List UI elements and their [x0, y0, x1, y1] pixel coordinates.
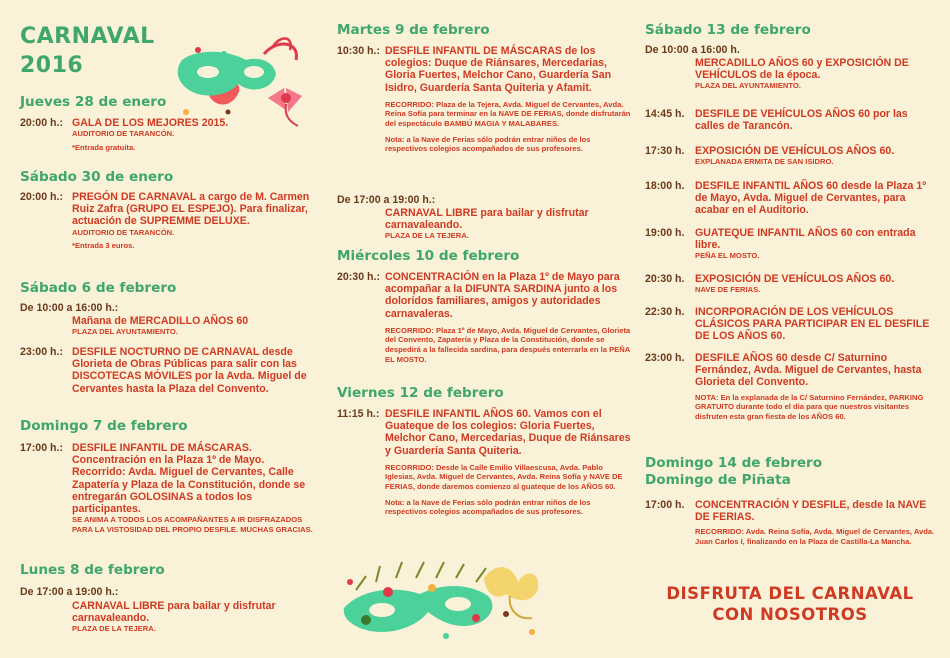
event-location: AUDITORIO DE TARANCÓN.	[72, 227, 175, 237]
event-description: EXPOSICIÓN DE VEHÍCULOS AÑOS 60.	[695, 273, 895, 285]
event-location: PLAZA DE LA TEJERA.	[385, 231, 469, 241]
event-time: 17:00 h.	[645, 499, 685, 511]
event-description: DESFILE NOCTURNO DE CARNAVAL desde Glorieta de Obras Públicas para salir con las DISCOTECAS MÓVILES por la Avda. Miguel de Cervantes hasta la Plaza del Convento.	[72, 346, 307, 395]
event-time: De 10:00 a 16:00 h.	[645, 44, 740, 56]
day-heading: Domingo 14 de febrero	[645, 455, 823, 471]
day-heading: Domingo 7 de febrero	[20, 418, 188, 434]
event-route: RECORRIDO: Plaza 1º de Mayo, Avda. Miguel de Cervantes, Glorieta del Convento, Zapatería y Plaza de la Constitución, donde se despedirá a la fallecida sardina, para después enterrarla en la PEÑA EL MOSTO.	[385, 325, 631, 364]
event-time: 22:30 h.	[645, 306, 685, 318]
event-time: 19:00 h.	[645, 227, 685, 239]
closing-slogan	[648, 583, 932, 625]
day-heading: Miércoles 10 de febrero	[337, 248, 520, 264]
event-route: RECORRIDO: Avda. Reina Sofía, Avda. Miguel de Cervantes, Avda. Juan Carlos I, finalizando en la Plaza de Castilla-La Mancha.	[695, 527, 935, 546]
event-description: DESFILE INFANTIL AÑOS 60 desde la Plaza 1º de Mayo, Avda. Miguel de Cervantes, para acabar en el Auditorio.	[695, 180, 927, 217]
day-heading: Martes 9 de febrero	[337, 22, 490, 38]
event-location: PLAZA DEL AYUNTAMIENTO.	[72, 327, 178, 337]
event-description: INCORPORACIÓN DE LOS VEHÍCULOS CLÁSICOS PARA PARTICIPAR EN EL DESFILE DE LOS AÑOS 60.	[695, 306, 930, 343]
day-heading: Lunes 8 de febrero	[20, 562, 165, 578]
event-time: 23:00 h.	[645, 352, 685, 364]
event-description: CONCENTRACIÓN Y DESFILE, desde la NAVE DE FERIAS.	[695, 499, 927, 524]
event-note: *Entrada 3 euros.	[72, 241, 135, 251]
event-description: DESFILE DE VEHÍCULOS AÑOS 60 por las calles de Tarancón.	[695, 108, 908, 133]
event-description: EXPOSICIÓN DE VEHÍCULOS AÑOS 60.	[695, 145, 895, 157]
event-description: GUATEQUE INFANTIL AÑOS 60 con entrada libre.	[695, 227, 916, 252]
event-location: AUDITORIO DE TARANCÓN.	[72, 129, 175, 139]
event-description: DESFILE INFANTIL DE MÁSCARAS de los colegios: Duque de Riánsares, Mercedarias, Gloria Fuertes, Melchor Cano, Guardería San Isidro, Guardería Santa Quiteria y Afamit.	[385, 45, 612, 94]
title-line-2: 2016	[20, 53, 84, 78]
event-location: PLAZA DE LA TEJERA.	[72, 624, 156, 634]
event-time: 23:00 h.:	[20, 346, 63, 358]
event-description: GALA DE LOS MEJORES 2015.	[72, 117, 229, 129]
day-heading: Sábado 30 de enero	[20, 169, 174, 185]
event-description: DESFILE INFANTIL AÑOS 60. Vamos con el Guateque de los colegios: Gloria Fuertes, Melchor Cano, Mercedarias, Duque de Riánsares y Guardería Santa Quiteria.	[385, 408, 631, 457]
event-note: Nota: a la Nave de Ferias sólo podrán entrar niños de los respectivos colegios acompañados de sus profesores.	[385, 134, 591, 154]
title-line-1: CARNAVAL	[20, 24, 155, 49]
event-route: RECORRIDO: Desde la Calle Emilio Villaescusa, Avda. Pablo Iglesias, Avda. Miguel de Cervantes, Avda. Reina Sofía y NAVE DE FERIAS, donde daremos comienzo al guateque de los AÑOS 60.	[385, 462, 623, 491]
event-time: 10:30 h.:	[337, 45, 380, 57]
slogan-line-2: CON NOSOTROS	[712, 605, 868, 624]
day-heading: Jueves 28 de enero	[20, 94, 167, 110]
event-note: SE ANIMA A TODOS LOS ACOMPAÑANTES A IR DISFRAZADOS PARA LA VISTOSIDAD DEL PROPIO DESFILE. MUCHAS GRACIAS.	[72, 515, 313, 534]
event-time: 20:30 h.:	[337, 271, 380, 283]
event-note: NOTA: En la explanada de la C/ Saturnino Fernández, PARKING GRATUITO durante todo el día para que nuestros visitantes disfruten esta gran fiesta de los AÑOS 60.	[695, 392, 924, 421]
day-heading: Sábado 13 de febrero	[645, 22, 811, 38]
event-location: EXPLANADA ERMITA DE SAN ISIDRO.	[695, 157, 834, 167]
event-description: CARNAVAL LIBRE para bailar y disfrutar carnavaleando.	[385, 207, 589, 232]
event-time: De 17:00 a 19:00 h.:	[337, 194, 436, 206]
event-time: De 10:00 a 16:00 h.:	[20, 302, 119, 314]
event-location: NAVE DE FERIAS.	[695, 285, 761, 295]
event-time: 18:00 h.	[645, 180, 685, 192]
event-time: 20:00 h.:	[20, 117, 63, 129]
day-heading: Sábado 6 de febrero	[20, 280, 177, 296]
day-subheading: Domingo de Piñata	[645, 472, 791, 488]
event-description: MERCADILLO AÑOS 60 y EXPOSICIÓN DE VEHÍCULOS de la época.	[695, 57, 909, 82]
event-time: 14:45 h.	[645, 108, 685, 120]
event-location: PLAZA DEL AYUNTAMIENTO.	[695, 81, 801, 91]
event-time: 20:00 h.:	[20, 191, 63, 203]
event-description: DESFILE INFANTIL DE MÁSCARAS. Concentración en la Plaza 1º de Mayo. Recorrido: Avda. Miguel de Cervantes, Calle Zapatería y Plaza de la Constitución, donde se entregarán GOLOSINAS a todos los participantes.	[72, 442, 306, 516]
event-route: RECORRIDO: Plaza de la Tejera, Avda. Miguel de Cervantes, Avda. Reina Sofía para terminar en la NAVE DE FERIAS, donde disfrutarán del espectáculo BAMBÚ MAGIA Y MALABARES.	[385, 99, 631, 128]
event-time: 17:30 h.	[645, 145, 685, 157]
event-time: 20:30 h.	[645, 273, 685, 285]
slogan-line-1: DISFRUTA DEL CARNAVAL	[666, 584, 914, 603]
event-location: PEÑA EL MOSTO.	[695, 251, 760, 261]
event-time: De 17:00 a 19:00 h.:	[20, 586, 119, 598]
carnival-mask-bottom-icon	[336, 548, 548, 654]
event-time: 11:15 h.:	[337, 408, 380, 420]
event-description: Mañana de MERCADILLO AÑOS 60	[72, 315, 249, 327]
page-title	[20, 22, 155, 80]
event-description: CONCENTRACIÓN en la Plaza 1º de Mayo para acompañar a la DIFUNTA SARDINA junto a los doloridos familiares, amigos y autoridades carnavaleras.	[385, 271, 620, 320]
event-description: PREGÓN DE CARNAVAL a cargo de M. Carmen Ruiz Zafra (GRUPO EL ESPEJO). Para finalizar, actuación de SUPREMME DELUXE.	[72, 191, 310, 228]
day-heading: Viernes 12 de febrero	[337, 385, 504, 401]
event-description: CARNAVAL LIBRE para bailar y disfrutar carnavaleando.	[72, 600, 276, 625]
event-note: Nota: a la Nave de Ferias sólo podrán entrar niños de los respectivos colegios acompañados de sus profesores.	[385, 497, 591, 517]
event-description: DESFILE AÑOS 60 desde C/ Saturnino Fernández, Avda. Miguel de Cervantes, hasta Glorieta del Convento.	[695, 352, 922, 389]
event-note: *Entrada gratuita.	[72, 142, 136, 152]
event-time: 17:00 h.:	[20, 442, 63, 454]
